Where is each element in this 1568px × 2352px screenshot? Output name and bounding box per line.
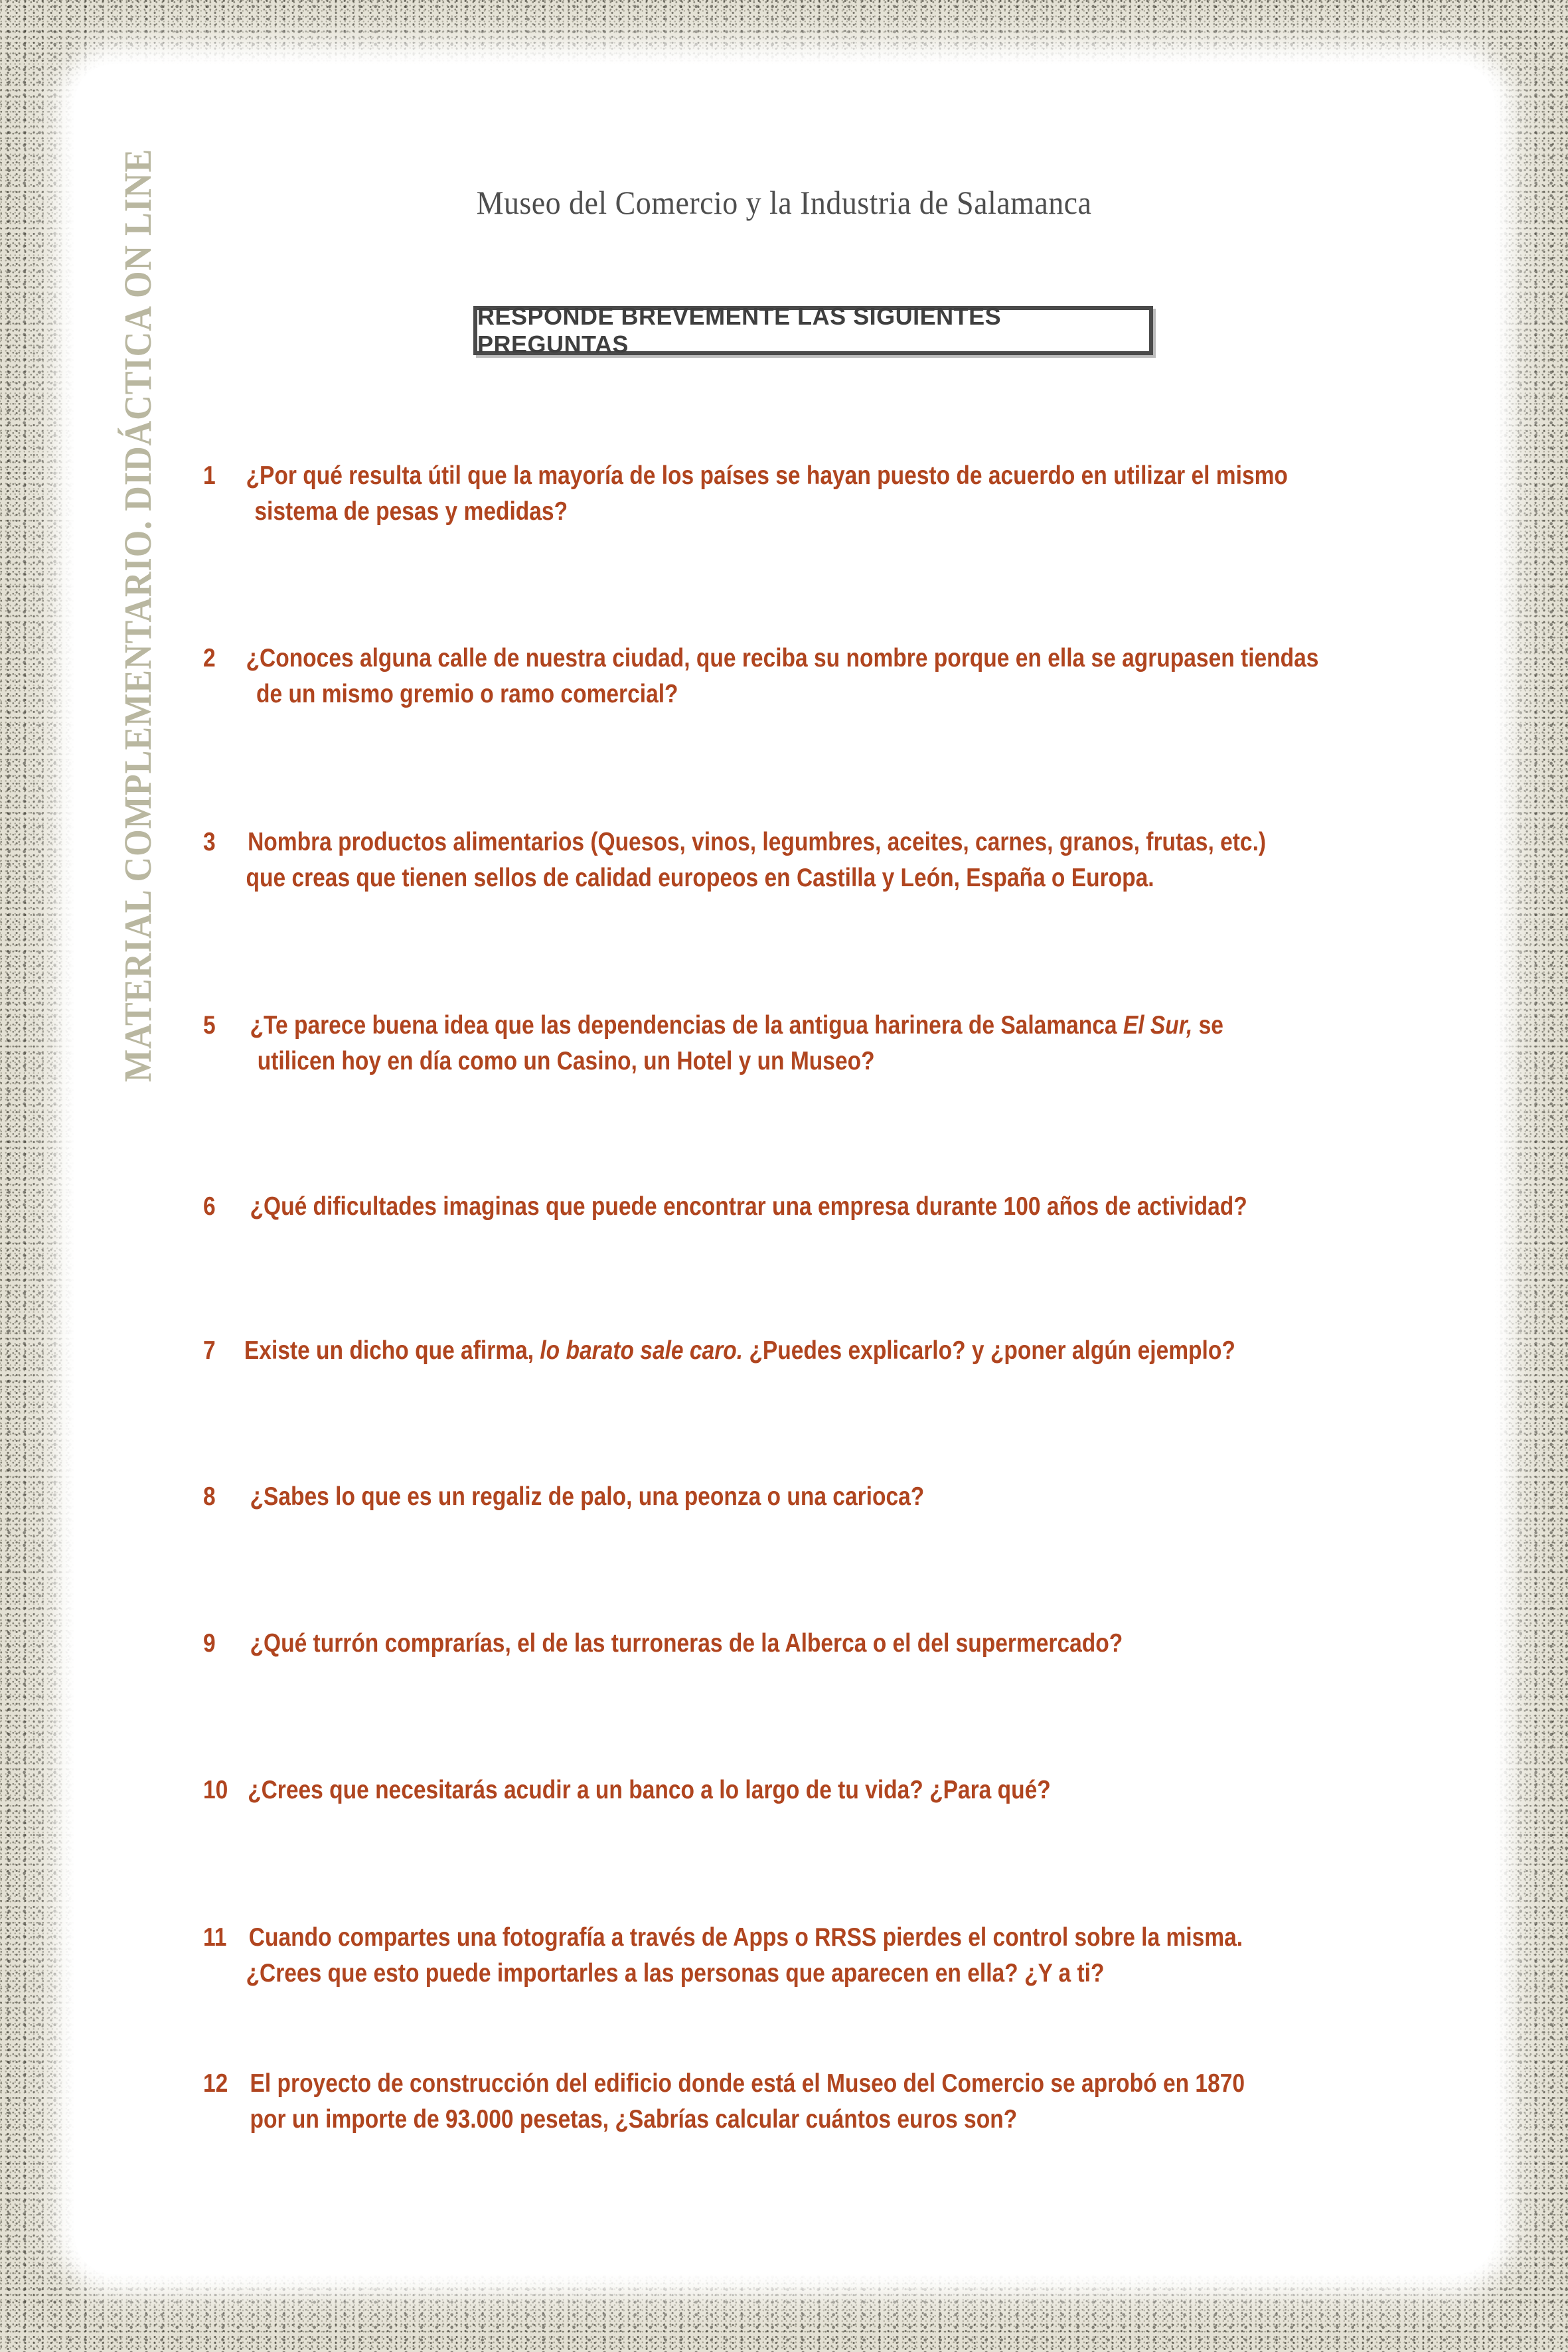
question-number: 2 bbox=[203, 644, 216, 672]
question-text-line: ¿Crees que necesitarás acudir a un banco a lo largo de tu vida? ¿Para qué? bbox=[248, 1776, 1051, 1804]
question-number: 3 bbox=[203, 828, 216, 856]
question-text-line: ¿Qué dificultades imaginas que puede encontrar una empresa durante 100 años de actividad? bbox=[250, 1192, 1247, 1221]
question-text-line: Nombra productos alimentarios (Quesos, vinos, legumbres, aceites, carnes, granos, frutas, etc.) bbox=[248, 828, 1267, 856]
question-text-line: ¿Conoces alguna calle de nuestra ciudad, que reciba su nombre porque en ella se agrupasen tiendas bbox=[246, 644, 1319, 672]
question-text-line: ¿Te parece buena idea que las dependencias de la antigua harinera de Salamanca El Sur, se bbox=[250, 1011, 1223, 1040]
question-text-line: de un mismo gremio o ramo comercial? bbox=[256, 680, 678, 708]
question-number: 1 bbox=[203, 461, 216, 490]
question-number: 8 bbox=[203, 1482, 216, 1511]
museum-title: Museo del Comercio y la Industria de Salamanca bbox=[476, 184, 1092, 221]
question-text-line: ¿Crees que esto puede importarles a las personas que aparecen en ella? ¿Y a ti? bbox=[246, 1959, 1105, 1988]
question-text-line: utilicen hoy en día como un Casino, un Hotel y un Museo? bbox=[257, 1047, 875, 1075]
question-number: 12 bbox=[203, 2069, 228, 2098]
question-text-line: ¿Por qué resulta útil que la mayoría de los países se hayan puesto de acuerdo en utilizar el mismo bbox=[246, 461, 1288, 490]
italic-term: El Sur, bbox=[1123, 1011, 1193, 1040]
instructions-label: RESPONDE BREVEMENTE LAS SIGUIENTES PREGUNTAS bbox=[477, 303, 1002, 358]
instructions-box bbox=[473, 303, 1153, 358]
question-number: 10 bbox=[203, 1776, 228, 1804]
question-text-line: por un importe de 93.000 pesetas, ¿Sabrías calcular cuántos euros son? bbox=[250, 2105, 1018, 2134]
question-text-line: ¿Qué turrón comprarías, el de las turroneras de la Alberca o el del supermercado? bbox=[250, 1629, 1123, 1658]
italic-saying: lo barato sale caro. bbox=[540, 1336, 744, 1365]
question-number: 6 bbox=[203, 1192, 216, 1221]
question-text-line: sistema de pesas y medidas? bbox=[254, 497, 568, 526]
question-text-line: El proyecto de construcción del edificio donde está el Museo del Comercio se aprobó en 1870 bbox=[250, 2069, 1245, 2098]
question-number: 7 bbox=[203, 1336, 216, 1365]
question-number: 5 bbox=[203, 1011, 216, 1040]
question-number: 11 bbox=[203, 1923, 227, 1952]
question-text-line: Cuando compartes una fotografía a través de Apps o RRSS pierdes el control sobre la misma. bbox=[248, 1923, 1243, 1952]
question-text-line: Existe un dicho que afirma, lo barato sale caro. ¿Puedes explicarlo? y ¿poner algún ejemplo? bbox=[244, 1336, 1235, 1365]
question-text-line: que creas que tienen sellos de calidad europeos en Castilla y León, España o Europa. bbox=[246, 864, 1154, 892]
question-text-line: ¿Sabes lo que es un regaliz de palo, una peonza o una carioca? bbox=[250, 1482, 925, 1511]
side-title: MATERIAL COMPLEMENTARIO. DIDÁCTICA ON LINE bbox=[116, 148, 159, 1083]
question-number: 9 bbox=[203, 1629, 216, 1658]
